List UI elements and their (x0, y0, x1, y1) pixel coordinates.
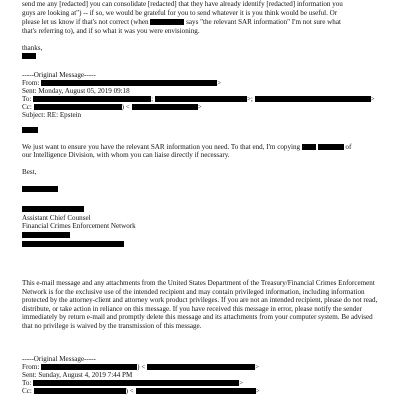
redaction-bar (136, 388, 256, 395)
redaction-bar (150, 19, 184, 26)
redaction-bar (302, 144, 316, 151)
body-text-line: guys are looking at") -- if so, we would be grateful for you to send whatever it is you think would be useful. Or (22, 9, 338, 17)
signoff: thanks, (22, 44, 43, 52)
cc-line: Cc: ) < > (22, 387, 260, 395)
signature-title: Assistant Chief Counsel (22, 214, 91, 222)
redaction-bar (34, 104, 122, 111)
sent-line: Sent: Sunday, August 4, 2019 7:44 PM (22, 371, 133, 379)
redaction-bar (318, 144, 344, 151)
closing: Best, (22, 168, 37, 176)
to-line: To: ; >; > (22, 95, 375, 103)
redaction-bar (22, 127, 38, 133)
redaction-bar (22, 186, 58, 192)
body-text-line: our Intelligence Division, with whom you can liaise directly if necessary. (22, 151, 230, 159)
from-line: From: ) < > (22, 363, 260, 371)
redaction-bar (22, 53, 36, 59)
sent-line: Sent: Monday, August 05, 2019 09:18 (22, 87, 130, 95)
signature-org: Financial Crimes Enforcement Network (22, 222, 136, 230)
redaction-bar (41, 80, 217, 87)
body-text-line: send me any [redacted] you can consolidate [redacted] that they have already identify [redacted] information you (22, 0, 343, 8)
cc-line: Cc: ) < > (22, 103, 202, 111)
from-line: From: > (22, 79, 222, 87)
redaction-bar (22, 232, 70, 238)
redaction-bar (255, 96, 371, 103)
redaction-bar (33, 380, 239, 387)
message-divider: -----Original Message----- (22, 355, 96, 363)
redaction-bar (22, 241, 124, 247)
redaction-bar (34, 388, 126, 395)
redaction-bar (33, 96, 151, 103)
redaction-bar (41, 364, 137, 371)
body-text-line: that's referring to), and if so what it was you were envisioning. (22, 27, 200, 35)
body-text-line: We just want to ensure you have the relevant SAR information you need. To that end, I'm copying of (22, 143, 352, 151)
to-line: To: > (22, 379, 244, 387)
redaction-bar (132, 104, 198, 111)
subject-line: Subject: RE: Epstein (22, 111, 82, 119)
redaction-bar (147, 364, 255, 371)
message-divider: -----Original Message----- (22, 71, 96, 79)
legal-disclaimer: This e-mail message and any attachments from the United States Department of the Treasury/Financial Crimes Enforcement Network is for the exclusive use of the intended recipient and may contain privileged information, including information protected by the attorney-client and attorney work product privileges. If you are not an intended recipient, please do not read, distribute, or take action in reliance on this message. If you have received this message in error, please notify the sender immediately by return e-mail and promptly delete this message and its attachments from your computer system. Be advised that no privilege is waived by the transmission of this message. (22, 279, 378, 330)
redaction-bar (22, 206, 84, 212)
redaction-bar (155, 96, 247, 103)
body-text-line: please let us know if that's not correct (when says "the relevant SAR information" I'm not sure what (22, 18, 341, 26)
